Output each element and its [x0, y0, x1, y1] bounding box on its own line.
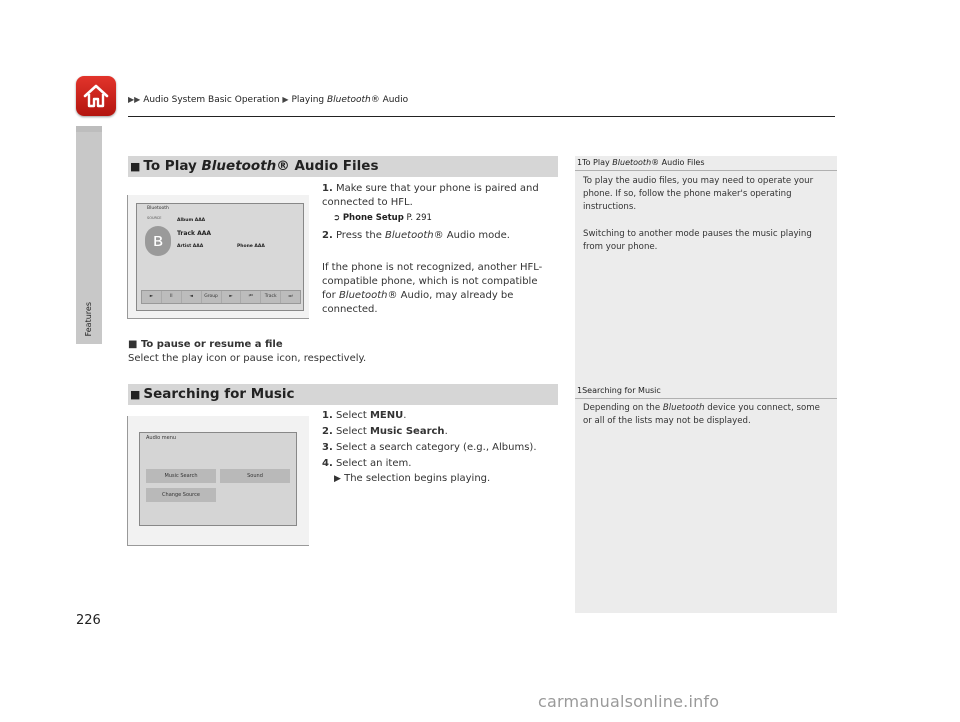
step-4: 4. Select an item.	[322, 458, 412, 469]
bluetooth-audio-screen-image	[127, 195, 309, 319]
music-search-button: Music Search	[146, 469, 216, 483]
screen-phone: Phone AAA	[237, 244, 265, 249]
pause-icon: II	[162, 291, 182, 303]
step-1: 1. Select MENU.	[322, 410, 407, 421]
screen-control-bar	[141, 290, 301, 304]
sound-button: Sound	[220, 469, 290, 483]
subheading-pause-resume: ■ To pause or resume a file	[128, 339, 283, 350]
section-heading-searching-music: ■ Searching for Music	[128, 384, 558, 405]
prev-group-icon: ◄	[182, 291, 202, 303]
home-button[interactable]	[76, 76, 116, 116]
notes-panel	[575, 156, 837, 613]
side-tab-label: Features	[84, 302, 93, 337]
screen-source-label: SOURCE	[147, 216, 162, 220]
page-number: 226	[76, 613, 101, 628]
cross-reference-phone-setup[interactable]: ➲ Phone Setup P. 291	[333, 213, 432, 223]
screen-album: Album AAA	[177, 218, 206, 223]
track-label: Track	[261, 291, 281, 303]
step-3: 3. Select a search category (e.g., Albums).	[322, 442, 537, 453]
note-paragraph: Switching to another mode pauses the music playing from your phone.	[583, 229, 812, 252]
watermark: carmanualsonline.info	[538, 692, 720, 711]
note-divider	[575, 398, 837, 399]
note-divider	[575, 170, 837, 171]
bluetooth-icon: ʙ	[145, 226, 171, 256]
note-marker-icon: 1	[577, 386, 583, 395]
breadcrumb	[128, 95, 408, 105]
breadcrumb-link-audio-basic[interactable]: Audio System Basic Operation	[143, 95, 280, 105]
step-2: 2. Select Music Search.	[322, 426, 448, 437]
breadcrumb-arrow-icon: ▶	[282, 95, 289, 104]
next-group-icon: ►	[222, 291, 242, 303]
reference-arrow-icon: ➲	[333, 213, 341, 223]
note-text-unrecognized-phone: If the phone is not recognized, another HFL-compatible phone, which is not compatible for Bluetooth® Audio, may already be connected.	[322, 262, 543, 315]
step-1: 1. Make sure that your phone is paired and connected to HFL.	[322, 183, 539, 208]
skip-forward-icon: ⏭	[288, 294, 293, 299]
group-label: Group	[202, 291, 222, 303]
audio-menu-screen-image	[127, 416, 309, 546]
note-marker-icon: 1	[577, 158, 583, 167]
step-result: ▶ The selection begins playing.	[334, 473, 491, 484]
skip-back-icon: ⏮	[241, 291, 261, 303]
screen-artist: Artist AAA	[177, 244, 204, 249]
screen-title: Bluetooth	[147, 206, 169, 211]
pause-resume-text: Select the play icon or pause icon, respectively.	[128, 353, 367, 364]
note-heading-play-bluetooth: 1To Play Bluetooth® Audio Files	[577, 158, 705, 167]
note-heading-searching-music: 1Searching for Music	[577, 386, 661, 395]
screen-title: Audio menu	[146, 435, 177, 441]
note-paragraph: To play the audio files, you may need to operate your phone. If so, follow the phone maker's operating instructions.	[583, 176, 814, 212]
play-icon: ►	[142, 291, 162, 303]
change-source-button: Change Source	[146, 488, 216, 502]
result-arrow-icon: ▶	[334, 474, 341, 484]
section-heading-play-bluetooth: ■ To Play Bluetooth® Audio Files	[128, 156, 558, 177]
breadcrumb-current: Playing Bluetooth® Audio	[291, 95, 409, 105]
step-2: 2. Press the Bluetooth® Audio mode.	[322, 230, 510, 241]
header-rule	[128, 116, 835, 117]
screen-track: Track AAA	[177, 230, 212, 237]
breadcrumb-arrow-icon: ▶▶	[128, 95, 141, 104]
home-icon	[82, 82, 110, 110]
note-paragraph: Depending on the Bluetooth device you connect, some or all of the lists may not be displayed.	[583, 403, 820, 426]
